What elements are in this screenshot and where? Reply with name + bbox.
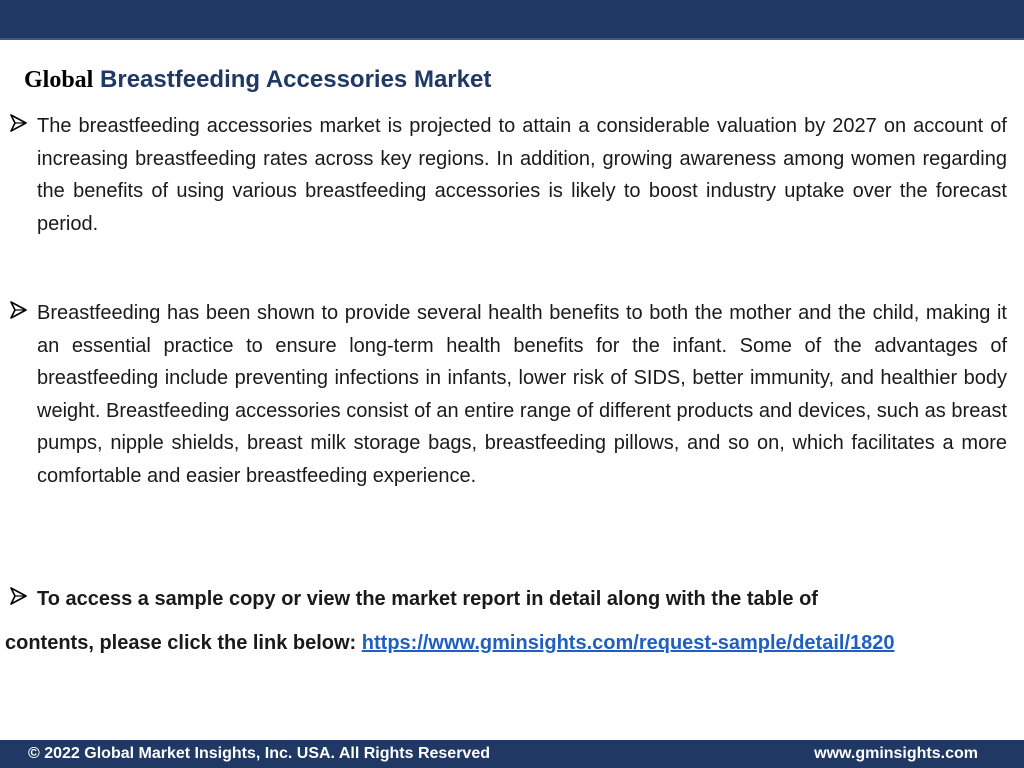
cta-line2: contents, please click the link below: <box>5 632 362 654</box>
arrow-bullet-icon <box>8 113 28 133</box>
slide-title <box>24 66 491 94</box>
footer-bar <box>0 740 1024 768</box>
bullet-text: Breastfeeding has been shown to provide several health benefits to both the mother and the child, making it an essential practice to ensure long-term health benefits for the infant. Some of the advantages of breastfeeding include preventing infections in infants, lower risk of SIDS, better immunity, and healthier body weight. Breastfeeding accessories consist of an entire range of different products and devices, such as breast pumps, nipple shields, breast milk storage bags, breastfeeding pillows, and so on, which facilitates a more comfortable and easier breastfeeding experience. <box>37 302 1007 487</box>
slide-title-prefix: Global <box>24 67 94 93</box>
cta-line1: To access a sample copy or view the market report in detail along with the table of <box>37 588 818 610</box>
arrow-bullet-icon <box>8 300 28 320</box>
footer-copyright: © 2022 Global Market Insights, Inc. USA. All Rights Reserved <box>28 745 490 762</box>
sample-link[interactable]: https://www.gminsights.com/request-sample/detail/1820 <box>361 632 895 654</box>
slide-title-main: Breastfeeding Accessories Market <box>93 66 492 93</box>
bullet-text: The breastfeeding accessories market is projected to attain a considerable valuation by 2027 on account of increasing breastfeeding rates across key regions. In addition, growing awareness among women regarding the benefits of using various breastfeeding accessories is likely to boost industry uptake over the forecast period. <box>37 115 1007 235</box>
footer-website[interactable]: www.gminsights.com <box>814 745 978 762</box>
header-bar <box>0 0 1024 40</box>
arrow-bullet-icon <box>8 586 28 606</box>
cta-continuation <box>5 627 905 660</box>
